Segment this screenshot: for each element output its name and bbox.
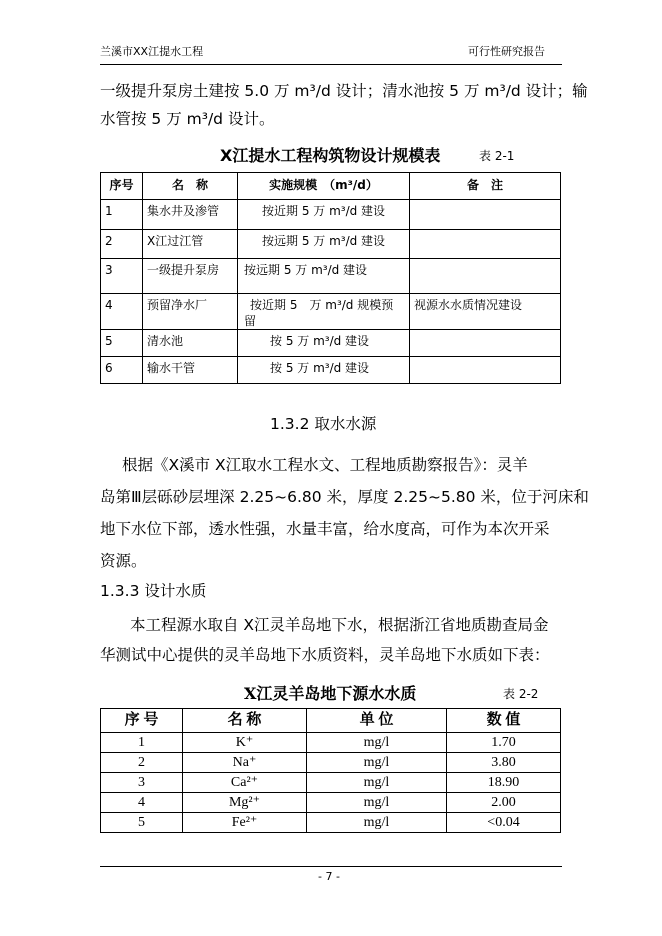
table-row bbox=[101, 330, 561, 357]
page-number: - 7 - bbox=[318, 870, 340, 883]
header-cell: 名 称 bbox=[143, 173, 238, 200]
structures-table bbox=[100, 172, 561, 384]
table-cell: Mg²⁺ bbox=[183, 793, 307, 813]
table-cell: 视源水水质情况建设 bbox=[410, 294, 561, 330]
table-row bbox=[101, 753, 561, 773]
table-row bbox=[101, 813, 561, 833]
table-cell bbox=[410, 330, 561, 357]
table2-title: X江灵羊岛地下源水水质 bbox=[244, 684, 417, 703]
table-cell: 3 bbox=[101, 259, 143, 294]
table-cell: Ca²⁺ bbox=[183, 773, 307, 793]
table-cell: 按 5 万 m³/d 建设 bbox=[238, 357, 410, 384]
table-cell: mg/l bbox=[307, 733, 447, 753]
table-row bbox=[101, 793, 561, 813]
section-132-line-1: 根据《X溪市 X江取水工程水文、工程地质勘察报告》：灵羊 bbox=[122, 456, 528, 474]
section-132-line-2: 岛第Ⅲ层砾砂层埋深 2.25~6.80 米，厚度 2.25~5.80 米，位于河床和 bbox=[100, 488, 589, 506]
table-row bbox=[101, 733, 561, 753]
table-cell: <0.04 bbox=[447, 813, 561, 833]
table-cell: 1.70 bbox=[447, 733, 561, 753]
table1-title: X江提水工程构筑物设计规模表 bbox=[220, 146, 441, 165]
intro-line-2: 水管按 5 万 m³/d 设计。 bbox=[100, 110, 275, 128]
table-row bbox=[101, 773, 561, 793]
table-cell: 2 bbox=[101, 753, 183, 773]
table-cell: 预留净水厂 bbox=[143, 294, 238, 330]
header-cell: 名 称 bbox=[183, 709, 307, 733]
table-cell bbox=[410, 200, 561, 230]
table2-number: 表 2-2 bbox=[503, 687, 539, 701]
table-cell: mg/l bbox=[307, 773, 447, 793]
table-cell: 2 bbox=[101, 230, 143, 259]
table-cell: 按近期 5 万 m³/d 建设 bbox=[238, 200, 410, 230]
table-cell: 6 bbox=[101, 357, 143, 384]
section-132-heading: 1.3.2 取水水源 bbox=[270, 415, 377, 433]
section-133-line-2: 华测试中心提供的灵羊岛地下水质资料，灵羊岛地下水质如下表： bbox=[100, 646, 550, 664]
table-header-row bbox=[101, 709, 561, 733]
table-cell: K⁺ bbox=[183, 733, 307, 753]
section-132-line-3: 地下水位下部，透水性强，水量丰富，给水度高，可作为本次开采 bbox=[100, 520, 550, 538]
intro-line-1: 一级提升泵房土建按 5.0 万 m³/d 设计；清水池按 5 万 m³/d 设计；输 bbox=[100, 82, 588, 100]
table-cell bbox=[410, 357, 561, 384]
table-cell: mg/l bbox=[307, 753, 447, 773]
table-cell: 3.80 bbox=[447, 753, 561, 773]
table-cell: 按近期 5 万 m³/d 规模预留 bbox=[238, 294, 410, 330]
header-cell: 序号 bbox=[101, 173, 143, 200]
header-cell: 备 注 bbox=[410, 173, 561, 200]
table-cell: 5 bbox=[101, 813, 183, 833]
table-cell: 一级提升泵房 bbox=[143, 259, 238, 294]
header-rule bbox=[100, 64, 562, 65]
water-quality-table bbox=[100, 708, 561, 833]
table-cell: 清水池 bbox=[143, 330, 238, 357]
header-left: 兰溪市XX江提水工程 bbox=[100, 45, 204, 58]
table-cell: 2.00 bbox=[447, 793, 561, 813]
section-132-line-4: 资源。 bbox=[100, 552, 147, 570]
table-cell: Fe²⁺ bbox=[183, 813, 307, 833]
table-cell: 18.90 bbox=[447, 773, 561, 793]
table-cell: 按 5 万 m³/d 建设 bbox=[238, 330, 410, 357]
footer-rule bbox=[100, 866, 562, 867]
table1-number: 表 2-1 bbox=[479, 149, 515, 163]
table-cell: 按远期 5 万 m³/d 建设 bbox=[238, 259, 410, 294]
table-cell: 5 bbox=[101, 330, 143, 357]
table-cell: 集水井及渗管 bbox=[143, 200, 238, 230]
table-row bbox=[101, 357, 561, 384]
table-cell: 4 bbox=[101, 793, 183, 813]
table-row bbox=[101, 230, 561, 259]
table-cell: 1 bbox=[101, 200, 143, 230]
table-row bbox=[101, 294, 561, 330]
table-cell bbox=[410, 259, 561, 294]
table-cell: 1 bbox=[101, 733, 183, 753]
table-header-row bbox=[101, 173, 561, 200]
table-cell bbox=[410, 230, 561, 259]
section-133-line-1: 本工程源水取自 X江灵羊岛地下水，根据浙江省地质勘查局金 bbox=[130, 616, 549, 634]
table-cell: 4 bbox=[101, 294, 143, 330]
section-133-heading: 1.3.3 设计水质 bbox=[100, 582, 207, 600]
header-cell: 实施规模 （m³/d） bbox=[238, 173, 410, 200]
header-cell: 序 号 bbox=[101, 709, 183, 733]
table-row bbox=[101, 200, 561, 230]
header-cell: 数 值 bbox=[447, 709, 561, 733]
table-cell: 3 bbox=[101, 773, 183, 793]
table-cell: 输水干管 bbox=[143, 357, 238, 384]
table-cell: Na⁺ bbox=[183, 753, 307, 773]
table-cell: mg/l bbox=[307, 813, 447, 833]
table-cell: 按远期 5 万 m³/d 建设 bbox=[238, 230, 410, 259]
header-cell: 单 位 bbox=[307, 709, 447, 733]
table-cell: X江过江管 bbox=[143, 230, 238, 259]
table-row bbox=[101, 259, 561, 294]
header-right: 可行性研究报告 bbox=[468, 45, 545, 58]
table-cell: mg/l bbox=[307, 793, 447, 813]
